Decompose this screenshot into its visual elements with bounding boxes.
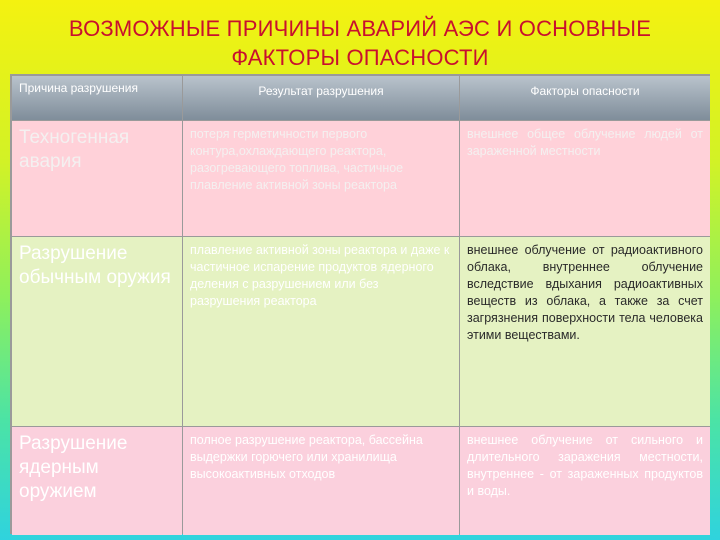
row2-cause: Разрушение обычным оружия xyxy=(12,237,182,426)
header-factors: Факторы опасности xyxy=(460,76,710,120)
row3-factors: внешнее облучение от сильного и длительного заражения местности, внутреннее - от зараженных продуктов и воды. xyxy=(460,427,710,535)
row1-result: потеря герметичности первого контура,охлаждающего реактора, разогревающего топлива, частичное плавление активной зоны реактора xyxy=(183,121,459,236)
header-result: Результат разрушения xyxy=(183,76,459,120)
row1-factors: внешнее общее облучение людей от зараженной местности xyxy=(460,121,710,236)
header-cause: Причина разрушения xyxy=(12,76,182,120)
row3-result: полное разрушение реактора, бассейна выдержки горючего или хранилища высокоактивных отходов xyxy=(183,427,459,535)
row2-result: плавление активной зоны реактора и даже к частичное испарение продуктов ядерного деления с разрушением или без разрушения реактора xyxy=(183,237,459,426)
row1-cause: Техногенная авария xyxy=(12,121,182,236)
slide-title-line-1: ВОЗМОЖНЫЕ ПРИЧИНЫ АВАРИЙ АЭС И ОСНОВНЫЕ xyxy=(68,16,652,41)
slide-title xyxy=(0,14,720,72)
row2-factors: внешнее облучение от радиоактивного облака, внутреннее облучение вследствие вдыхания радиоактивных веществ из облака, а также за счет загрязнения поверхности тела человека этими веществами. xyxy=(460,237,710,426)
causes-table xyxy=(10,74,710,534)
slide-title-line-2: ФАКТОРЫ ОПАСНОСТИ xyxy=(231,45,489,70)
row3-cause: Разрушение ядерным оружием xyxy=(12,427,182,535)
